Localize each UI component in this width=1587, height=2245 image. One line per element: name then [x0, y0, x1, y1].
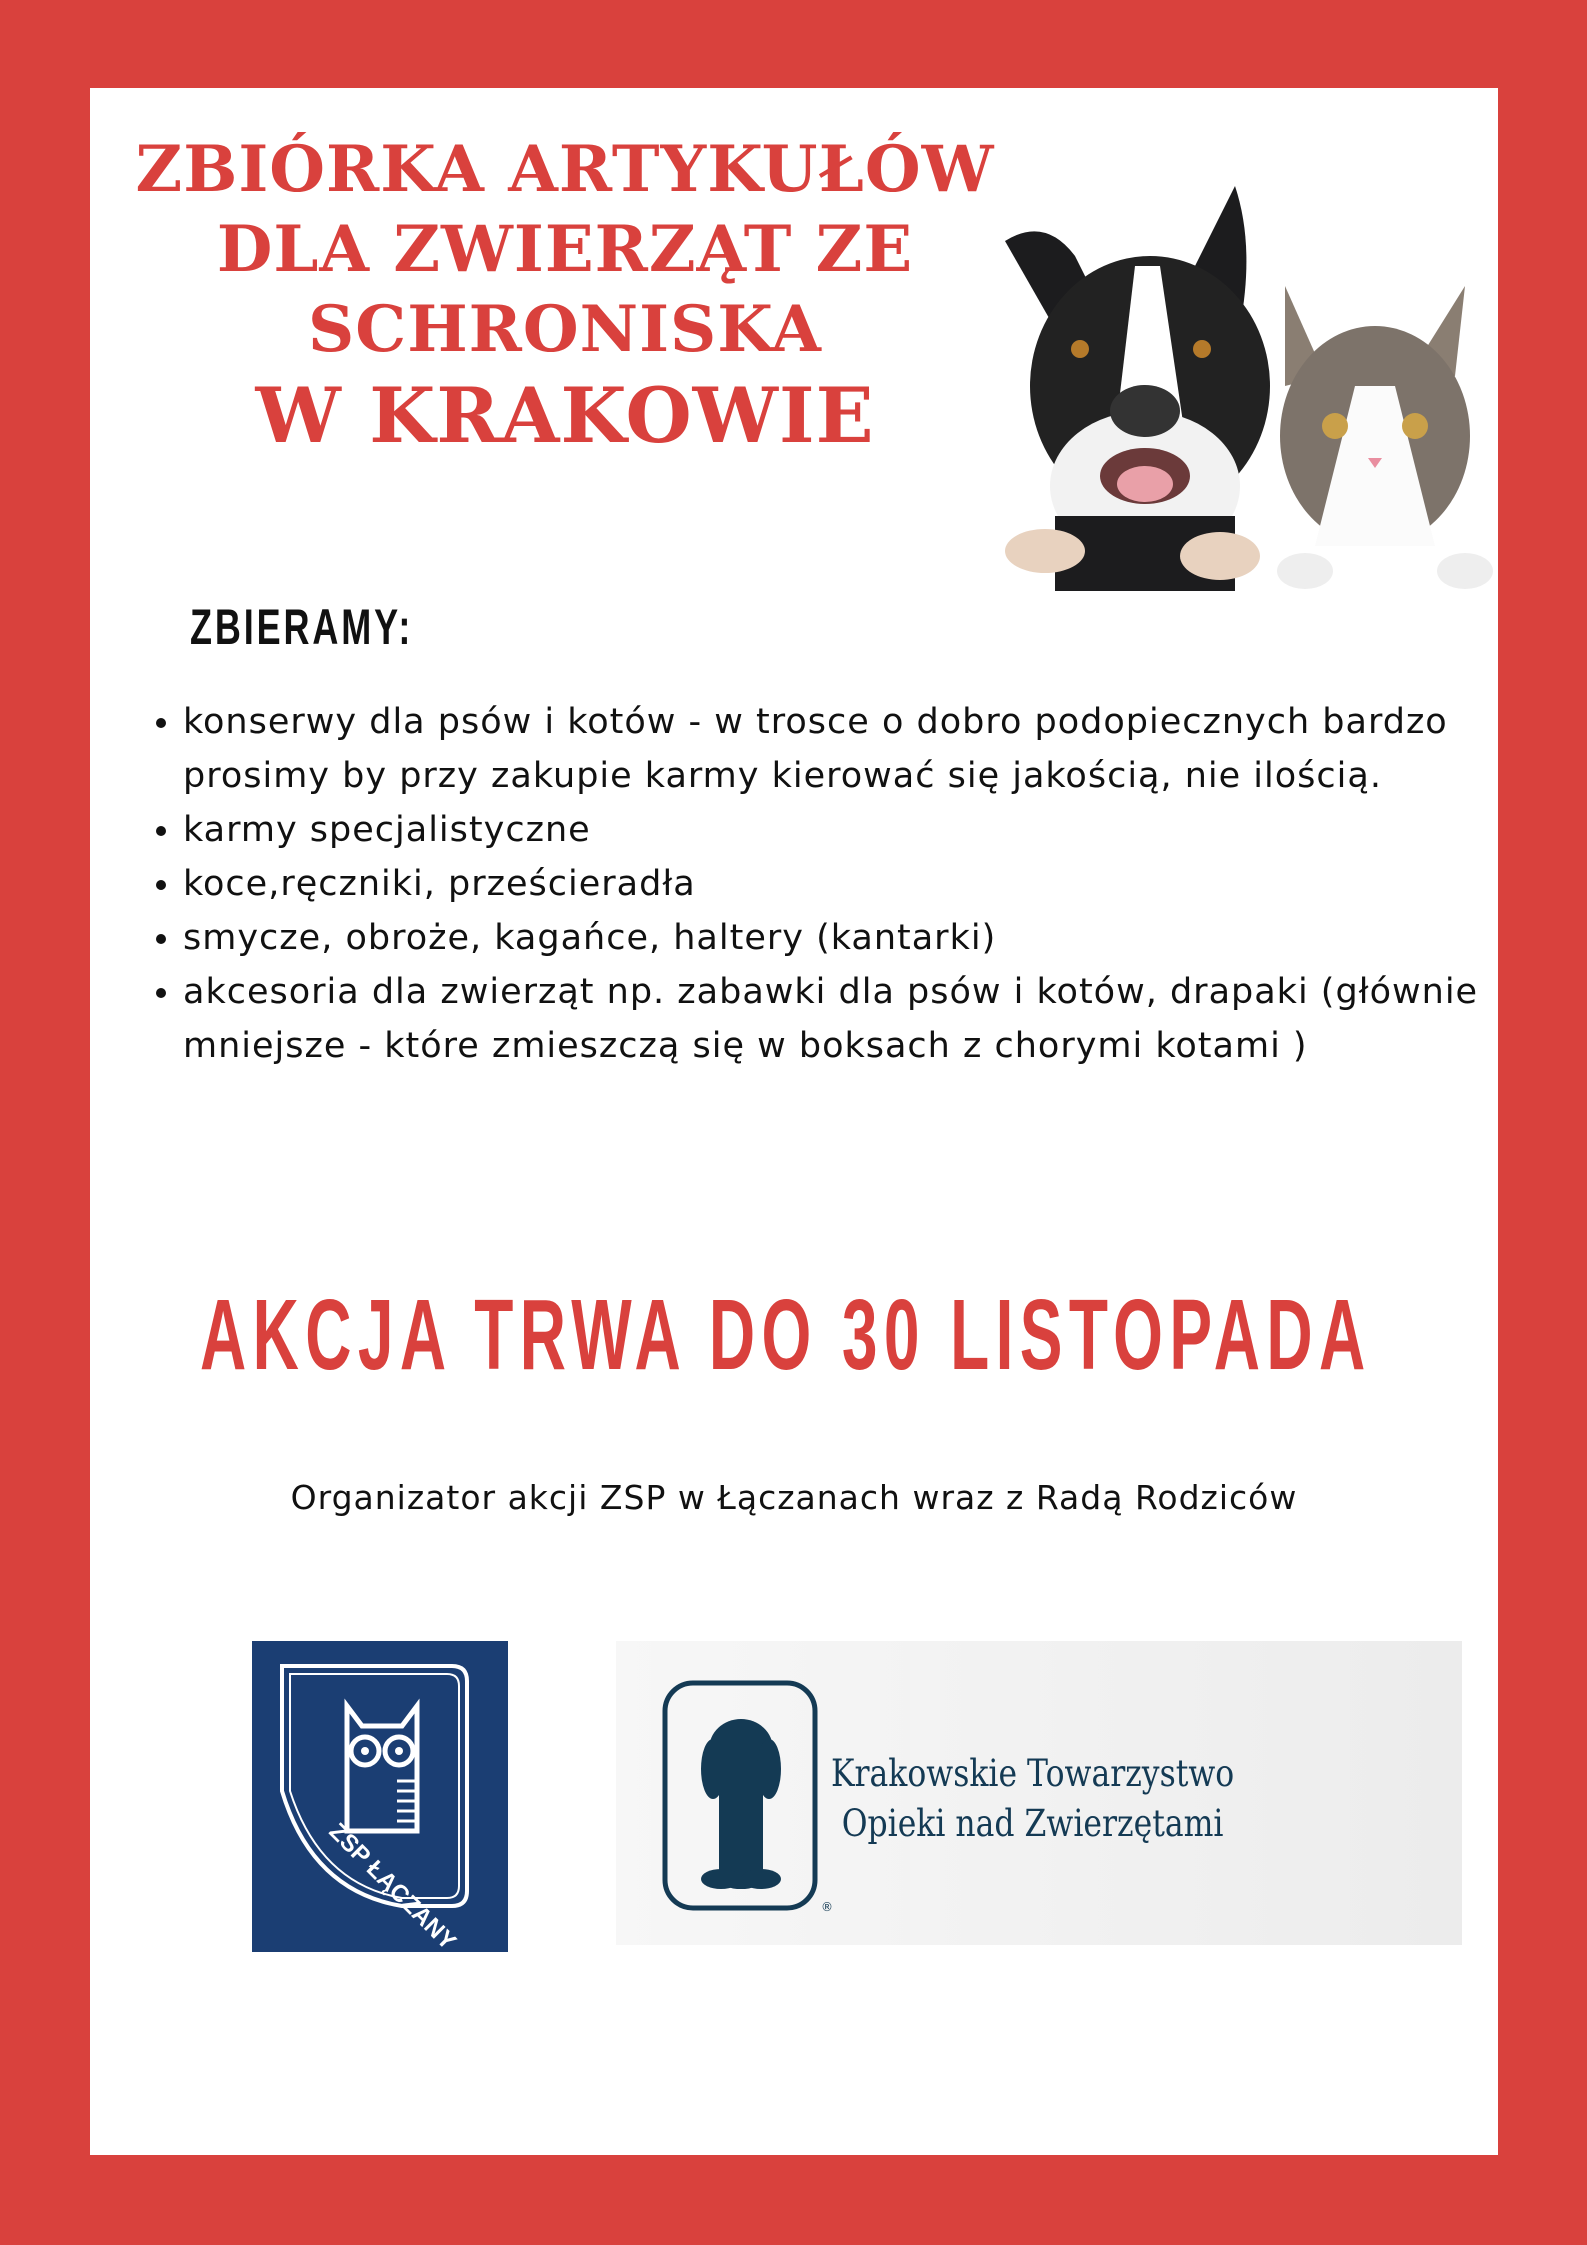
- title-line-1: ZBIÓRKA ARTYKUŁÓW: [135, 132, 995, 207]
- poster-title: [90, 130, 1040, 462]
- list-item: • karmy specjalistyczne: [183, 803, 1523, 857]
- ktoz-name-line-1: Krakowskie Towarzystwo: [831, 1752, 1235, 1795]
- list-item: • smycze, obroże, kagańce, haltery (kantarki): [183, 911, 1523, 965]
- registered-mark: ®: [821, 1900, 833, 1914]
- cat-illustration: [1277, 286, 1493, 589]
- collect-heading: ZBIERAMY:: [190, 599, 414, 655]
- dog-and-cat-image: [985, 186, 1497, 591]
- zsp-logo: [252, 1641, 508, 1956]
- zsp-logo-text: ZSP ŁĄCZANY: [323, 1817, 462, 1956]
- list-item: • konserwy dla psów i kotów - w trosce o dobro podopiecznych bardzo prosimy by przy zakupie karmy kierować się jakością, nie ilością.: [183, 695, 1523, 803]
- dog-illustration: [1005, 186, 1270, 591]
- list-item: • akcesoria dla zwierząt np. zabawki dla psów i kotów, drapaki (głównie mniejsze - które zmieszczą się w boksach z chorymi kotami ): [183, 965, 1523, 1073]
- title-line-3: SCHRONISKA: [308, 292, 822, 367]
- list-item: • koce,ręczniki, prześcieradła: [183, 857, 1523, 911]
- ktoz-logo: [616, 1641, 1462, 1945]
- ktoz-name: [831, 1749, 1234, 1849]
- organizer-text: Organizator akcji ZSP w Łączanach wraz z Radą Rodziców: [290, 1478, 1298, 1517]
- owl-shield-icon: [252, 1641, 508, 1956]
- sitting-dog-icon: [661, 1679, 831, 1919]
- title-line-2: DLA ZWIERZĄT ZE: [216, 212, 914, 287]
- ktoz-name-line-2: Opieki nad Zwierzętami: [841, 1802, 1224, 1845]
- items-list: [148, 695, 1523, 1073]
- title-line-4: W KRAKOWIE: [255, 371, 875, 460]
- action-deadline: AKCJA TRWA DO 30 LISTOPADA: [200, 1279, 1372, 1391]
